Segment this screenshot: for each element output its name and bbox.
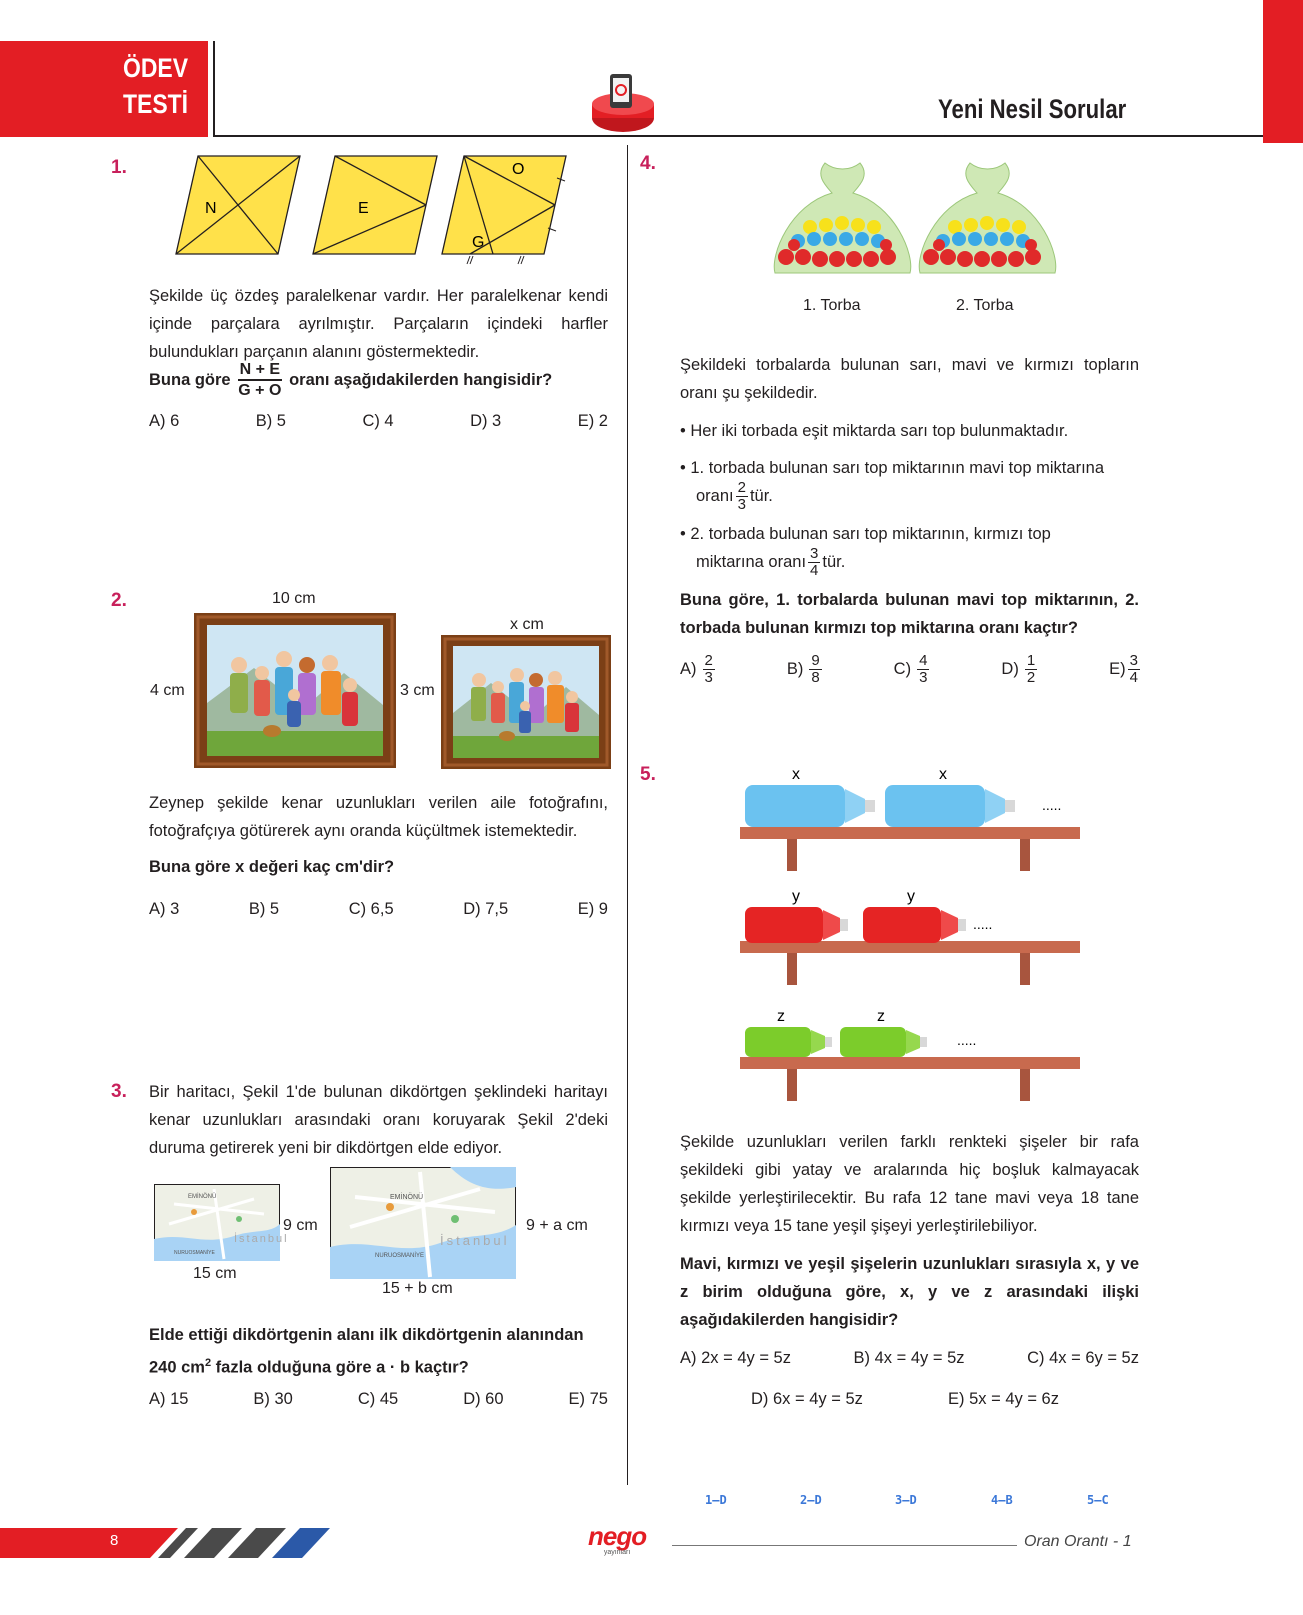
question-number-4: 4. xyxy=(640,153,656,174)
q4-option-e-frac xyxy=(1128,653,1140,686)
green-bottle-1 xyxy=(745,1027,832,1057)
q2-text: Zeynep şekilde kenar uzunlukları verilen aile fotoğrafını, fotoğrafçıya götürerek aynı oranda küçültmek istemektedir. xyxy=(149,794,608,840)
q4-option-a-frac xyxy=(703,653,715,686)
map-large-label-2: İstanbul xyxy=(440,1233,510,1248)
dots-3: ..... xyxy=(957,1032,977,1048)
label-x-1: x xyxy=(792,766,800,783)
label-10cm: 10 cm xyxy=(272,590,316,607)
question-number-5: 5. xyxy=(640,764,656,785)
q4-question: Buna göre, 1. torbalarda bulunan mavi top miktarının, 2. torbada bulunan kırmızı top miktarına oranı kaçtır? xyxy=(680,591,1139,637)
q1-question xyxy=(149,360,552,400)
map-large-label-1: EMİNÖNÜ xyxy=(390,1194,424,1201)
q4-option-b-den: 8 xyxy=(811,669,820,686)
q1-option-b[interactable]: B) 5 xyxy=(255,412,286,430)
q4-option-b-num: 9 xyxy=(811,652,820,669)
label-3cm: 3 cm xyxy=(400,682,435,699)
publisher-logo-text: nego xyxy=(588,1521,647,1551)
q4-text: Şekildeki torbalarda bulunan sarı, mavi ve kırmızı topların oranı şu şekildedir. xyxy=(680,356,1139,402)
q4-option-a[interactable] xyxy=(680,653,717,686)
column-divider xyxy=(627,145,628,1485)
map-large-label-3: NURUOSMANİYE xyxy=(375,1253,425,1259)
badge-divider xyxy=(213,41,215,137)
q5-option-e[interactable]: E) 5x = 4y = 6z xyxy=(948,1390,1059,1408)
q4-option-c[interactable] xyxy=(894,653,932,686)
q3-option-b[interactable]: B) 30 xyxy=(253,1390,293,1408)
q4-bullet-2-post: tür. xyxy=(749,487,773,505)
publisher-logo xyxy=(588,1523,646,1557)
answer-3: 3–D xyxy=(895,1493,917,1507)
q4-options xyxy=(680,653,1142,686)
q4-option-e[interactable] xyxy=(1109,653,1142,686)
q4-option-c-frac xyxy=(917,653,929,686)
footer-stripes xyxy=(0,1528,330,1558)
q2-option-e[interactable]: E) 9 xyxy=(577,900,608,918)
q4-bullet-3-line2 xyxy=(696,546,845,579)
bottles-shelves-figure xyxy=(735,765,1085,1137)
q3-option-e[interactable]: E) 75 xyxy=(568,1390,608,1408)
blue-bottle-2 xyxy=(885,785,1015,827)
q1-fraction xyxy=(238,360,282,400)
q5-option-a[interactable]: A) 2x = 4y = 5z xyxy=(680,1349,791,1367)
question-number-3: 3. xyxy=(111,1081,127,1102)
q4-bullet-3-post: tür. xyxy=(822,553,846,571)
q4-option-d-den: 2 xyxy=(1026,669,1036,686)
q1-question-post: oranı aşağıdakilerden hangisidir? xyxy=(289,370,553,389)
q4-option-d[interactable] xyxy=(1001,653,1039,686)
q4-bullet-2-line2 xyxy=(696,480,773,513)
q1-options xyxy=(149,412,608,431)
footer-rule xyxy=(672,1545,1017,1546)
label-xcm: x cm xyxy=(510,616,544,633)
shelf-3 xyxy=(740,1008,1080,1101)
q4-option-e-letter: E) xyxy=(1109,660,1126,678)
q4-option-d-num: 1 xyxy=(1026,652,1036,669)
dots-2: ..... xyxy=(973,916,993,932)
q2-option-c[interactable]: C) 6,5 xyxy=(348,900,394,918)
q4-option-c-num: 4 xyxy=(919,652,928,669)
parallelograms-figure xyxy=(176,150,576,268)
q4-option-c-den: 3 xyxy=(919,669,928,686)
answer-2: 2–D xyxy=(800,1493,822,1507)
q4-bullet-2-den: 3 xyxy=(737,496,746,513)
letter-o: O xyxy=(512,161,525,178)
badge-line-1: ÖDEV xyxy=(123,53,189,83)
map-small-bottom: 15 cm xyxy=(193,1265,237,1282)
q4-bullet-2-pre: oranı xyxy=(696,487,734,505)
header-rule xyxy=(215,135,1263,137)
map-large xyxy=(330,1167,516,1279)
q4-bullet-3-num: 3 xyxy=(810,545,819,562)
q5-question: Mavi, kırmızı ve yeşil şişelerin uzunlukları sırasıyla x, y ve z birim olduğuna göre, x, y ve z arasındaki ilişki aşağıdakilerden hangisidir? xyxy=(680,1255,1139,1329)
q3-question-line2 xyxy=(149,1349,619,1382)
bag-1-label: 1. Torba xyxy=(803,297,861,314)
map-small xyxy=(154,1184,289,1261)
q3-question-pre: 240 cm xyxy=(149,1358,205,1377)
q1-frac-num: N + E xyxy=(238,360,282,381)
q4-bullet-2-num: 2 xyxy=(737,479,746,496)
question-number-1: 1. xyxy=(111,157,127,178)
q4-bullet-1: • Her iki torbada eşit miktarda sarı top bulunmaktadır. xyxy=(680,422,1069,440)
q5-option-c[interactable]: C) 4x = 6y = 5z xyxy=(1027,1349,1139,1367)
blue-bottle-1 xyxy=(745,785,875,827)
q4-option-d-letter: D) xyxy=(1001,660,1019,678)
q1-option-a[interactable]: A) 6 xyxy=(149,412,180,430)
q3-question xyxy=(149,1321,619,1382)
dots-1: ..... xyxy=(1042,797,1062,813)
green-bottle-2 xyxy=(840,1027,927,1057)
q3-option-c[interactable]: C) 45 xyxy=(357,1390,399,1408)
bags-figure xyxy=(770,155,1060,285)
red-bottle-2 xyxy=(863,907,966,943)
q3-question-post: fazla olduğuna göre a · b kaçtır? xyxy=(211,1358,469,1377)
q1-option-e[interactable]: E) 2 xyxy=(577,412,608,430)
q4-bullet-3: • 2. torbada bulunan sarı top miktarının, kırmızı top xyxy=(680,525,1051,543)
publisher-logo-sub: yayınları xyxy=(603,1549,631,1556)
q2-option-b[interactable]: B) 5 xyxy=(248,900,280,918)
map-large-bottom: 15 + b cm xyxy=(382,1280,453,1297)
q3-option-d[interactable]: D) 60 xyxy=(463,1390,504,1408)
q1-option-d[interactable]: D) 3 xyxy=(470,412,502,430)
label-y-1: y xyxy=(792,888,800,905)
q5-option-b[interactable]: B) 4x = 4y = 5z xyxy=(853,1349,965,1367)
q4-bullet-3-line1: 2. torbada bulunan sarı top miktarının, kırmızı top xyxy=(690,525,1051,543)
q4-bullet-3-frac xyxy=(808,546,820,579)
q2-question: Buna göre x değeri kaç cm'dir? xyxy=(149,858,395,876)
map-large-side: 9 + a cm xyxy=(526,1217,588,1234)
q3-question-sup: 2 xyxy=(204,1357,212,1369)
badge-line-2: TESTİ xyxy=(123,89,189,119)
q4-bullet-1-text: Her iki torbada eşit miktarda sarı top bulunmaktadır. xyxy=(690,422,1069,440)
q4-bullet-2-line1: 1. torbada bulunan sarı top miktarının mavi top miktarına xyxy=(690,459,1105,477)
red-right-edge xyxy=(1263,0,1303,143)
q4-option-a-num: 2 xyxy=(704,652,713,669)
q4-option-b-letter: B) xyxy=(786,660,804,678)
q5-text: Şekilde uzunlukları verilen farklı renkteki şişeler bir rafa şekildeki gibi yatay ve aralarında hiç boşluk kalmayacak şekilde yerleştirilecektir. Bu rafa 12 tane mavi veya 18 tane kırmızı veya 15 tane yeşil şişeyi yerleştirilebiliyor. xyxy=(680,1133,1139,1235)
map-small-label-3: NURUOSMANİYE xyxy=(174,1250,215,1256)
bag-2 xyxy=(919,163,1056,273)
family-photo-large xyxy=(194,613,396,768)
q4-option-a-letter: A) xyxy=(680,660,697,678)
q4-option-e-den: 4 xyxy=(1129,669,1138,686)
answer-5: 5–C xyxy=(1087,1493,1109,1507)
label-4cm: 4 cm xyxy=(150,682,185,699)
answer-1: 1–D xyxy=(705,1493,727,1507)
q4-option-a-den: 3 xyxy=(704,669,713,686)
mobile-app-icon xyxy=(588,70,658,136)
q3-question-line1: Elde ettiği dikdörtgenin alanı ilk dikdörtgenin alanından xyxy=(149,1326,584,1344)
bag-2-label: 2. Torba xyxy=(956,297,1014,314)
page-number: 8 xyxy=(110,1532,119,1549)
q4-bullet-2: • 1. torbada bulunan sarı top miktarının mavi top miktarına xyxy=(680,459,1105,477)
q4-bullet-3-den: 4 xyxy=(810,562,819,579)
q1-option-c[interactable]: C) 4 xyxy=(362,412,394,430)
q4-option-b-frac xyxy=(809,653,821,686)
map-small-side: 9 cm xyxy=(283,1217,318,1234)
topic-title: Oran Orantı - 1 xyxy=(1024,1533,1132,1550)
map-small-label-1: EMİNÖNÜ xyxy=(188,1194,217,1200)
label-x-2: x xyxy=(939,766,947,783)
q1-text: Şekilde üç özdeş paralelkenar vardır. Her paralelkenar kendi içinde parçalara ayrılmıştır. Parçaların içindeki harfler bulundukları parçanın alanını göstermektedir. xyxy=(149,287,608,361)
q3-options xyxy=(149,1390,608,1409)
bag-1 xyxy=(774,163,911,273)
map-small-label-2: İstanbul xyxy=(234,1233,289,1245)
q2-options xyxy=(149,900,608,919)
q3-text: Bir haritacı, Şekil 1'de bulunan dikdörtgen şeklindeki haritayı kenar uzunlukları arasındaki oranı koruyarak Şekil 2'deki duruma getirerek yeni bir dikdörtgen elde ediyor. xyxy=(149,1083,608,1157)
question-number-2: 2. xyxy=(111,590,127,611)
label-z-2: z xyxy=(877,1008,885,1025)
q4-bullet-3-pre: miktarına oranı xyxy=(696,553,807,571)
answer-4: 4–B xyxy=(991,1493,1013,1507)
shelf-1 xyxy=(740,766,1080,871)
label-z-1: z xyxy=(777,1008,785,1025)
red-bottle-1 xyxy=(745,907,848,943)
q4-bullet-2-frac xyxy=(736,480,748,513)
q2-option-d[interactable]: D) 7,5 xyxy=(463,900,509,918)
letter-n: N xyxy=(205,200,217,217)
family-photo-small xyxy=(441,635,611,769)
q5-options-row1 xyxy=(680,1349,1139,1368)
homework-badge xyxy=(0,41,208,137)
q3-option-a[interactable]: A) 15 xyxy=(149,1390,189,1408)
q2-option-a[interactable]: A) 3 xyxy=(149,900,180,918)
q4-option-c-letter: C) xyxy=(893,660,912,678)
q1-question-pre: Buna göre xyxy=(149,370,231,389)
q4-option-b[interactable] xyxy=(787,653,824,686)
label-y-2: y xyxy=(907,888,915,905)
letter-e: E xyxy=(358,200,369,217)
q4-option-d-frac xyxy=(1025,653,1037,686)
shelf-2 xyxy=(740,888,1080,985)
header-title: Yeni Nesil Sorular xyxy=(938,94,1127,124)
letter-g: G xyxy=(472,234,485,251)
q5-option-d[interactable]: D) 6x = 4y = 5z xyxy=(751,1390,863,1408)
q1-frac-den: G + O xyxy=(238,382,282,399)
q4-option-e-num: 3 xyxy=(1129,652,1138,669)
